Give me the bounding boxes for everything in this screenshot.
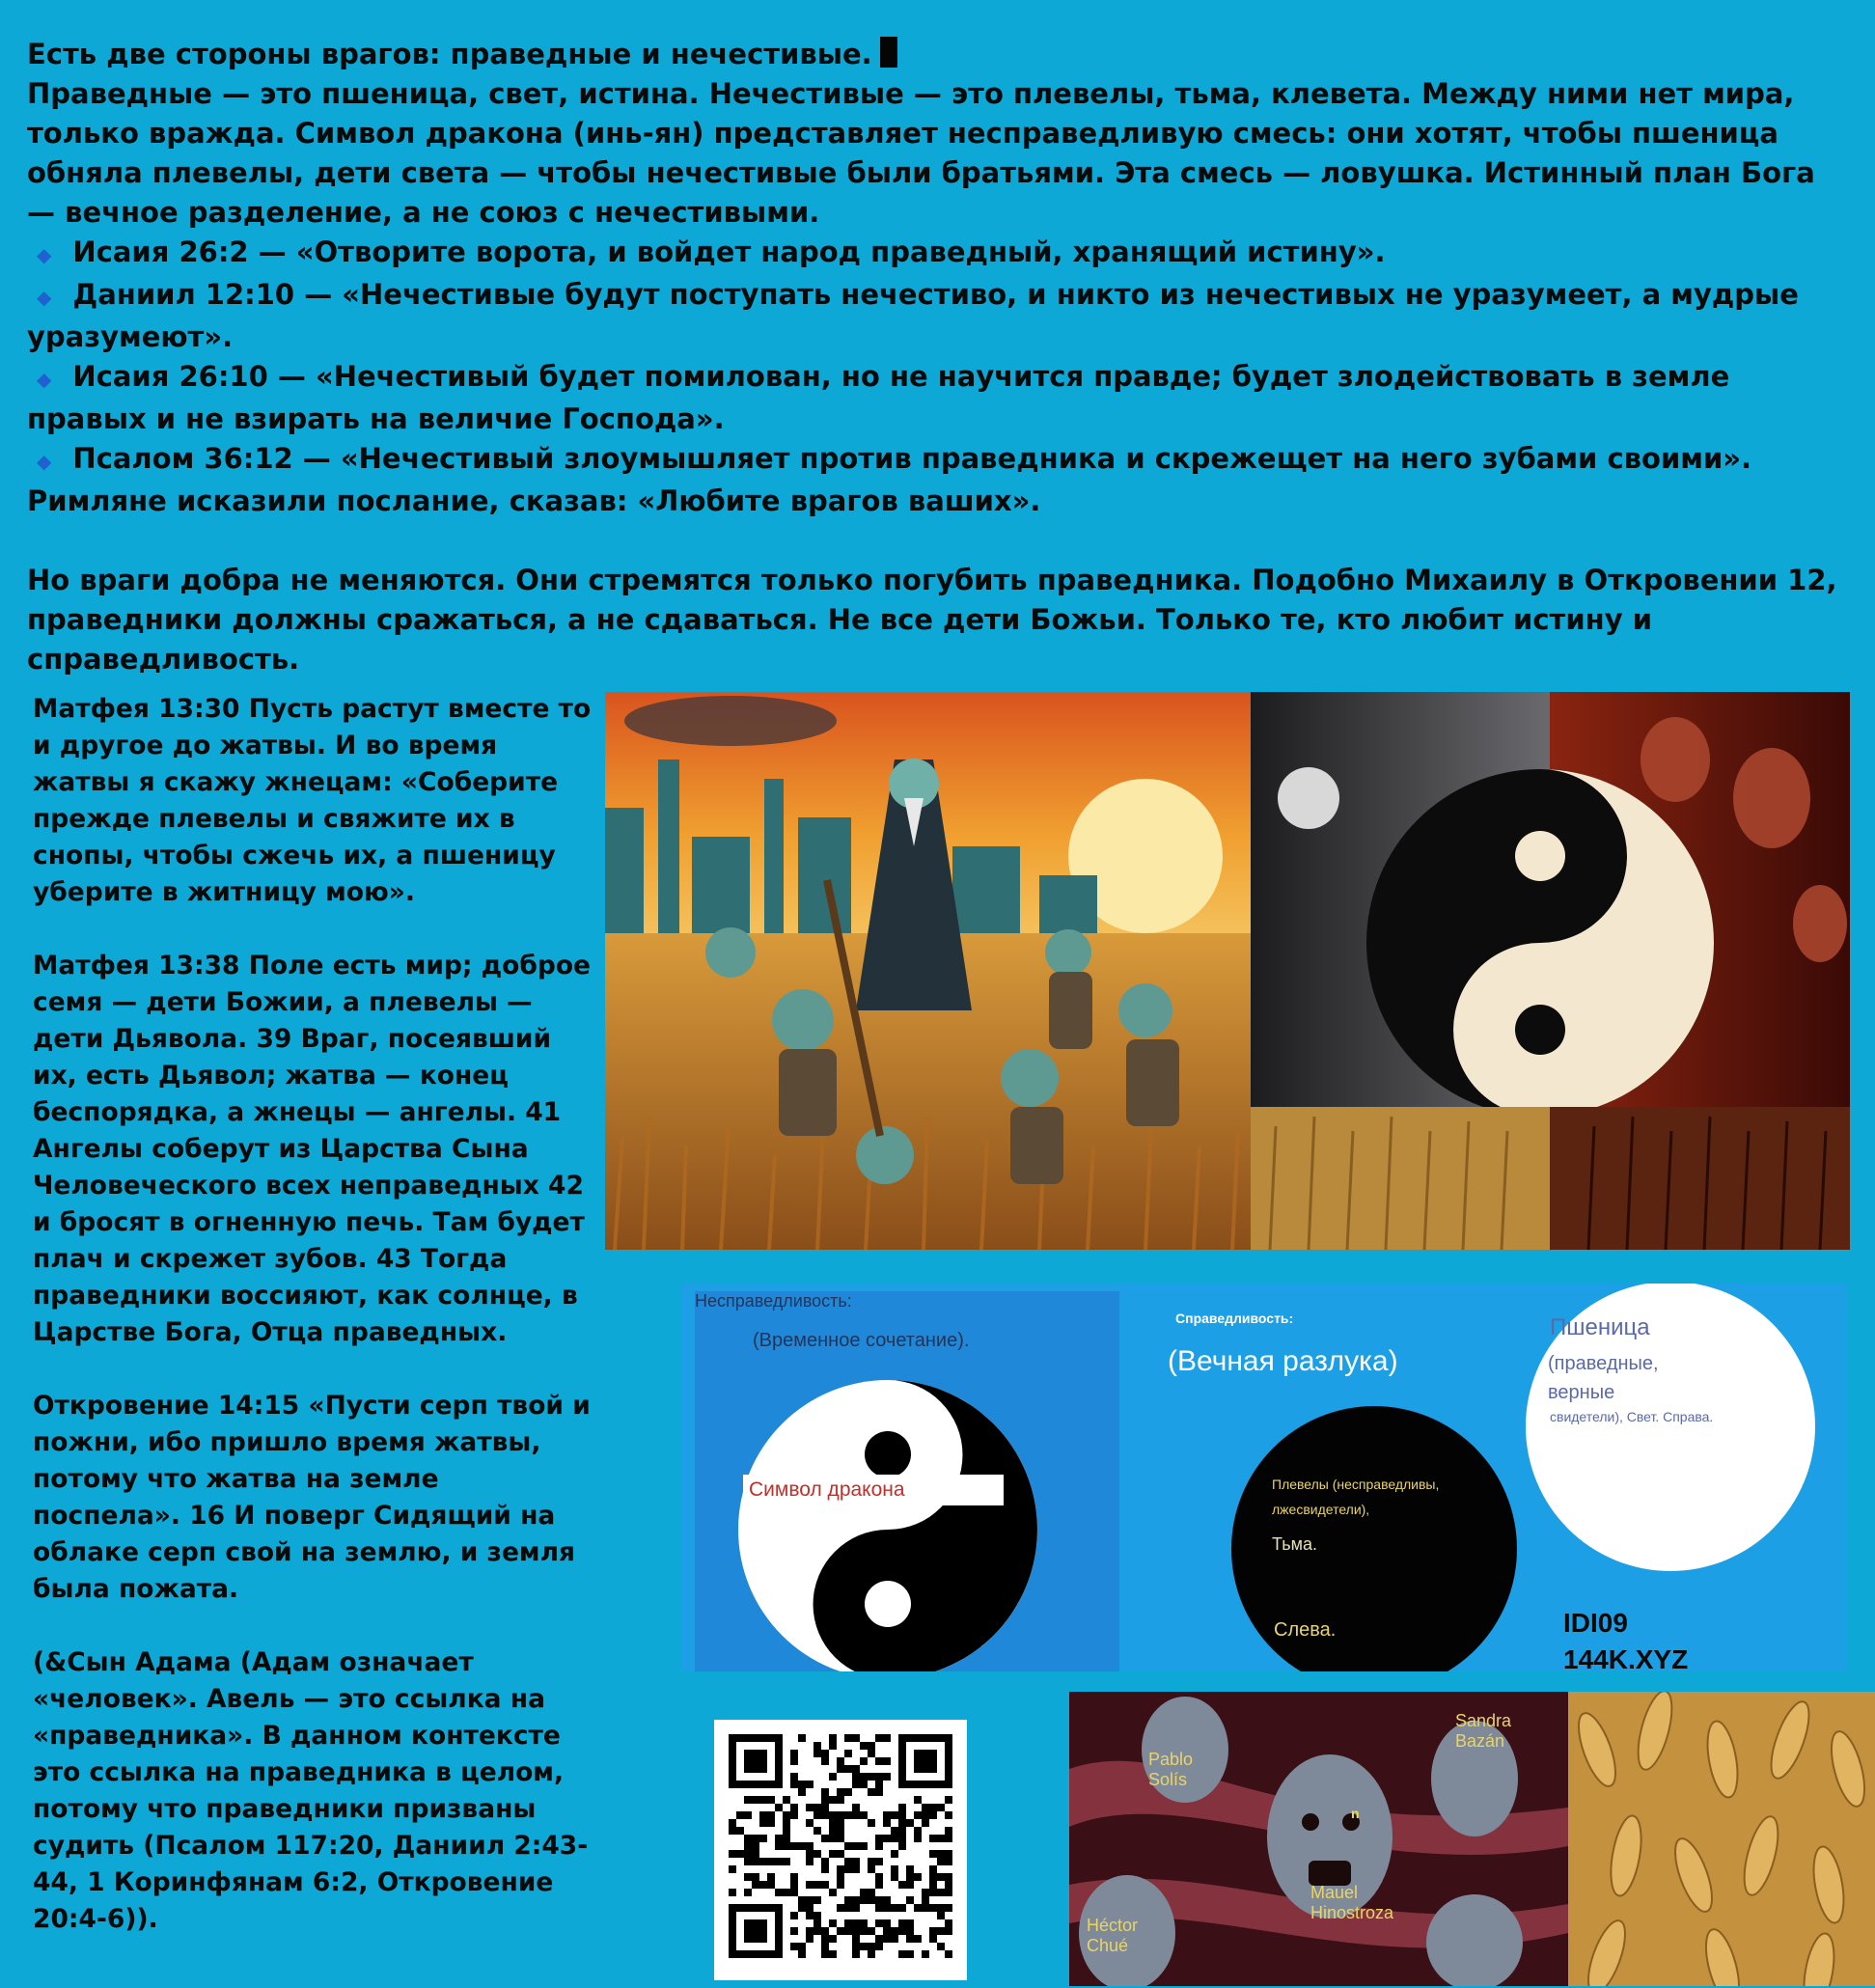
injustice-title: Несправедливость: — [695, 1291, 852, 1311]
diamond-bullet-icon: ◆ — [37, 368, 52, 391]
verse-item: ◆ Даниил 12:10 — «Нечестивые будут поступать нечестиво, и никто из нечестивых не уразумеет, а мудрые уразумеют». — [27, 278, 1799, 353]
qr-code[interactable] — [714, 1720, 967, 1980]
zombie-field-image — [605, 692, 1251, 1250]
demon-name-label: n — [1351, 1806, 1360, 1821]
text-cursor — [880, 37, 897, 68]
tares-left-label: Слева. — [1274, 1619, 1337, 1641]
site-label — [1563, 1605, 1688, 1678]
tares-darkness-label: Тьма. — [1272, 1534, 1317, 1554]
site-domain: 144K.XYZ — [1563, 1644, 1689, 1674]
intro-block — [27, 35, 1851, 679]
intro-heading: Есть две стороны врагов: праведные и нечестивые. — [27, 35, 1851, 74]
demon-name-label: Mauel Hinostroza — [1310, 1883, 1394, 1922]
yin-yang-wheat-image — [1251, 692, 1850, 1250]
tares-label: Плевелы (несправедливы, лжесвидетели), — [1272, 1477, 1440, 1517]
verse-item: ◆ Псалом 36:12 — «Нечестивый злоумышляет против праведника и скрежещет на него зубами своими». — [27, 439, 1851, 482]
diamond-bullet-icon: ◆ — [37, 286, 52, 309]
diamond-bullet-icon: ◆ — [37, 243, 52, 266]
scripture-paragraph: (&Сын Адама (Адам означает «человек». Авель — это ссылка на «праведника». В данном контексте это ссылка на праведника в целом, потому что праведники призваны судить (Псалом 117:20, Даниил 2:43-44, 1 Коринфянам 6:2, Откровение 20:4-6)). — [33, 1647, 589, 1934]
verse-item: ◆ Исаия 26:10 — «Нечестивый будет помилован, но не научится правде; будет злодействовать в земле правых и не взирать на величие Господа». — [27, 360, 1730, 435]
diamond-bullet-icon: ◆ — [37, 450, 52, 473]
justice-subtitle: (Вечная разлука) — [1168, 1345, 1398, 1377]
wheat-title: Пшеница — [1550, 1314, 1650, 1340]
wheat-image — [1568, 1692, 1875, 1986]
demon-name-label: Pablo Solís — [1148, 1750, 1194, 1789]
wheat-subtitle-2: свидетели), Свет. Справа. — [1550, 1409, 1714, 1424]
closing-paragraph: Но враги добра не меняются. Они стремятся только погубить праведника. Подобно Михаилу в Откровении 12, праведники должны сражаться, а не сдаваться. Не все дети Божьи. Только те, кто любит истину и справедливость. — [27, 564, 1837, 676]
scripture-paragraph: Матфея 13:30 Пусть растут вместе то и другое до жатвы. И во время жатвы я скажу жнецам: «Соберите прежде плевелы и свяжите их в снопы, чтобы сжечь их, а пшеницу уберите в житницу мою». — [33, 694, 592, 907]
wheat-subtitle: (праведные, верные — [1548, 1353, 1659, 1403]
injustice-subtitle: (Временное сочетание). — [753, 1330, 970, 1351]
intro-paragraph: Праведные — это пшеница, свет, истина. Нечестивые — это плевелы, тьма, клевета. Между ними нет мира, только вражда. Символ дракона (инь-ян) представляет несправедливую смесь: они хотят, чтобы пшеница обняла плевелы, дети света — чтобы нечестивые были братьями. Эта смесь — ловушка. Истинный план Бога — вечное разделение, а не союз с нечестивыми. — [27, 77, 1815, 229]
verse-item: ◆ Исаия 26:2 — «Отворите ворота, и войдет народ праведный, хранящий истину». — [27, 233, 1851, 275]
scripture-paragraph: Откровение 14:15 «Пусти серп твой и пожни, ибо пришло время жатвы, потому что жатва на земле поспела». 16 И поверг Сидящий на облаке серп свой на землю, и земля была пожата. — [33, 1391, 591, 1604]
romans-line: Римляне исказили послание, сказав: «Любите врагов ваших». — [27, 484, 1041, 517]
scripture-column — [33, 691, 593, 1974]
demon-name-label: Sandra Bazán — [1455, 1711, 1512, 1751]
demon-name-label: Héctor Chué — [1087, 1916, 1139, 1955]
scripture-paragraph: Матфея 13:38 Поле есть мир; доброе семя — дети Божии, а плевелы — дети Дьявола. 39 Враг, посеявший их, есть Дьявол; жатва — конец беспорядка, а жнецы — ангелы. 41 Ангелы соберут из Царства Сына Человеческого всех неправедных 42 и бросят в огненную печь. Там будет плач и скрежет зубов. 43 Тогда праведники воссияют, как солнце, в Царстве Бога, Отца праведных. — [33, 951, 591, 1347]
demons-image — [1069, 1692, 1568, 1986]
justice-title: Справедливость: — [1175, 1311, 1294, 1326]
dragon-symbol-label: Символ дракона — [743, 1475, 1004, 1505]
site-code: IDI09 — [1563, 1608, 1628, 1638]
